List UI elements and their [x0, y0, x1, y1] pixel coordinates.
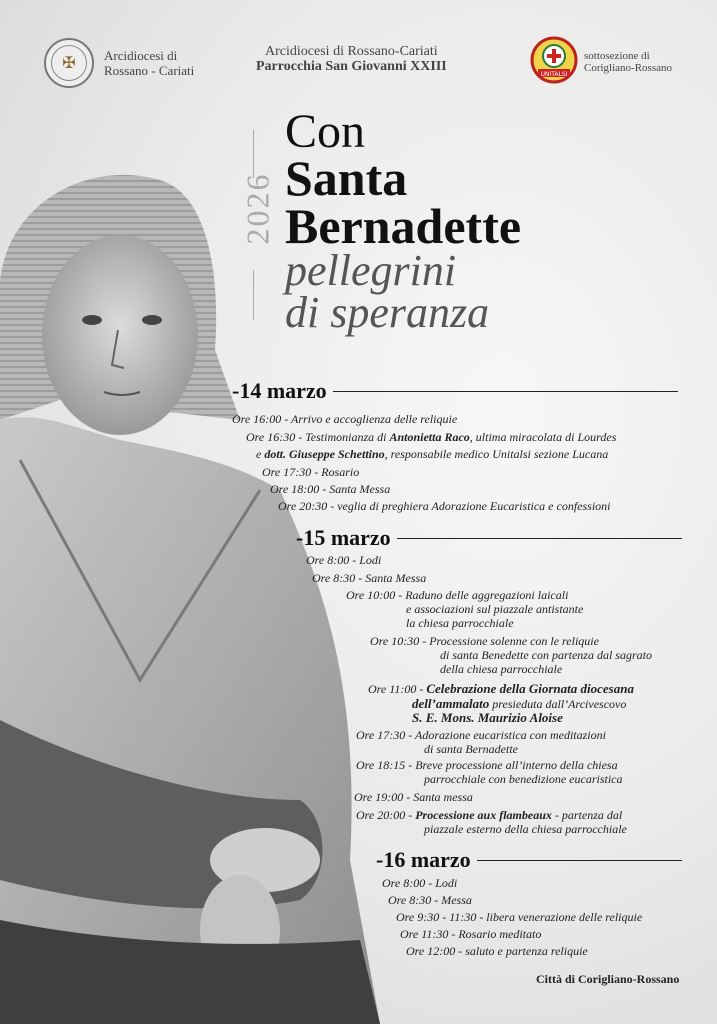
schedule-line: [262, 465, 359, 479]
line-text: Ore 8:30 - Santa Messa: [312, 571, 427, 585]
line-text: Ore 11:00 -: [368, 682, 427, 696]
schedule-line: [388, 893, 472, 907]
line-text: Ore 18:00 - Santa Messa: [270, 482, 391, 496]
schedule-line: [412, 711, 563, 725]
parish-line2: Parrocchia San Giovanni XXIII: [256, 59, 447, 74]
schedule-line: [246, 430, 616, 444]
schedule-line: [424, 822, 627, 836]
day-label: -16 marzo: [376, 847, 471, 872]
line-text: Ore 8:00 - Lodi: [382, 876, 458, 890]
line-text: Ore 8:30 - Messa: [388, 893, 472, 907]
schedule-line: [312, 571, 426, 585]
line-text: Ore 10:30 - Processione solenne con le reliquie: [370, 634, 599, 648]
line-text-post: - partenza dal: [551, 808, 623, 822]
day-heading: [376, 847, 682, 873]
schedule-line: [400, 927, 541, 941]
unitalsi-header: [530, 36, 672, 84]
archdiocese-header: [44, 38, 194, 88]
schedule-line: [424, 772, 623, 786]
line-text: Ore 8:00 - Lodi: [306, 553, 382, 567]
parish-line1: Arcidiocesi di Rossano-Cariati: [265, 44, 438, 59]
line-text: e: [256, 447, 265, 461]
line-emphasis: Processione aux flambeaux: [415, 808, 552, 822]
line-text: della chiesa parrocchiale: [440, 662, 563, 676]
line-emphasis: S. E. Mons. Maurizio Aloise: [412, 710, 563, 725]
schedule-line: [356, 728, 606, 742]
svg-text:UNITALSI: UNITALSI: [540, 71, 568, 78]
line-text: Ore 9:30 - 11:30 - libera venerazione delle reliquie: [396, 910, 643, 924]
line-text: Ore 16:00 - Arrivo e accoglienza delle reliquie: [232, 412, 458, 426]
day-rule: [333, 391, 678, 392]
day-heading: [232, 378, 678, 404]
year-rule-top: [253, 130, 254, 178]
archdiocese-seal-icon: [44, 38, 94, 88]
subtitle-line-speranza: di speranza: [285, 288, 490, 337]
line-text: e associazioni sul piazzale antistante: [406, 602, 584, 616]
cross-icon: ✠: [51, 45, 87, 81]
schedule-line: [354, 790, 473, 804]
schedule-line: [356, 758, 618, 772]
title-line-santa: Santa: [285, 150, 408, 206]
line-text: Ore 19:00 - Santa messa: [354, 790, 473, 804]
schedule-line: [232, 412, 457, 426]
line-text-post: , ultima miracolata di Lourdes: [469, 430, 617, 444]
day-rule: [477, 860, 682, 861]
line-text: Ore 20:30 - veglia di preghiera Adorazione Eucaristica e confessioni: [278, 499, 611, 513]
line-text: Ore 10:00 - Raduno delle aggregazioni laicali: [346, 588, 569, 602]
parish-header: [256, 44, 447, 74]
year-rule-bottom: [253, 270, 254, 320]
schedule-line: [406, 944, 588, 958]
schedule-line: [278, 499, 611, 513]
title-line-con: Con: [285, 105, 366, 158]
line-text-post: , responsabile medico Unitalsi sezione Lucana: [384, 447, 609, 461]
line-text: Ore 20:00 -: [356, 808, 416, 822]
line-text: Ore 16:30 - Testimonianza di: [246, 430, 390, 444]
schedule-line: [396, 910, 642, 924]
schedule-line: [368, 682, 634, 696]
schedule-line: [356, 808, 622, 822]
title-line-bernadette: Bernadette: [285, 198, 522, 254]
line-text: Ore 17:30 - Adorazione eucaristica con meditazioni: [356, 728, 606, 742]
line-text-post: presieduta dall’Arcivescovo: [489, 697, 627, 711]
footer-city: Città di Corigliano-Rossano: [536, 972, 680, 986]
line-emphasis: Antonietta Raco: [389, 430, 470, 444]
schedule-line: [346, 588, 568, 602]
schedule-line: [406, 602, 583, 616]
line-text: di santa Bernadette: [424, 742, 518, 756]
archdiocese-line2: Rossano - Cariati: [104, 63, 195, 78]
line-emphasis: dell’ammalato: [412, 696, 490, 711]
schedule-line: [256, 447, 608, 461]
schedule-line: [370, 634, 599, 648]
schedule-line: [440, 648, 652, 662]
line-text: Ore 17:30 - Rosario: [262, 465, 360, 479]
subsection-line1: sottosezione di: [584, 50, 650, 62]
subtitle-line-pellegrini: pellegrini: [285, 246, 457, 295]
schedule-line: [306, 553, 381, 567]
title-block: [285, 105, 522, 337]
line-text: piazzale esterno della chiesa parrocchiale: [424, 822, 627, 836]
line-emphasis: Celebrazione della Giornata diocesana: [426, 681, 634, 696]
subsection-line2: Corigliano-Rossano: [584, 62, 672, 74]
day-label: -14 marzo: [232, 378, 327, 403]
line-text: la chiesa parrocchiale: [406, 616, 514, 630]
line-text: Ore 11:30 - Rosario meditato: [400, 927, 542, 941]
schedule-line: [270, 482, 390, 496]
archdiocese-line1: Arcidiocesi di: [104, 48, 178, 63]
day-heading: [296, 525, 682, 551]
schedule-line: [382, 876, 457, 890]
day-rule: [397, 538, 682, 539]
year-label: 2026: [239, 172, 276, 245]
schedule-line: [412, 697, 626, 711]
schedule-line: [424, 742, 518, 756]
day-label: -15 marzo: [296, 525, 391, 550]
unitalsi-logo-icon: [530, 36, 578, 84]
line-text: Ore 18:15 - Breve processione all’interno della chiesa: [356, 758, 618, 772]
schedule-line: [440, 662, 562, 676]
schedule-line: [406, 616, 514, 630]
line-emphasis: dott. Giuseppe Schettino: [264, 447, 385, 461]
line-text: parrocchiale con benedizione eucaristica: [424, 772, 623, 786]
line-text: Ore 12:00 - saluto e partenza reliquie: [406, 944, 588, 958]
line-text: di santa Benedette con partenza dal sagrato: [440, 648, 652, 662]
